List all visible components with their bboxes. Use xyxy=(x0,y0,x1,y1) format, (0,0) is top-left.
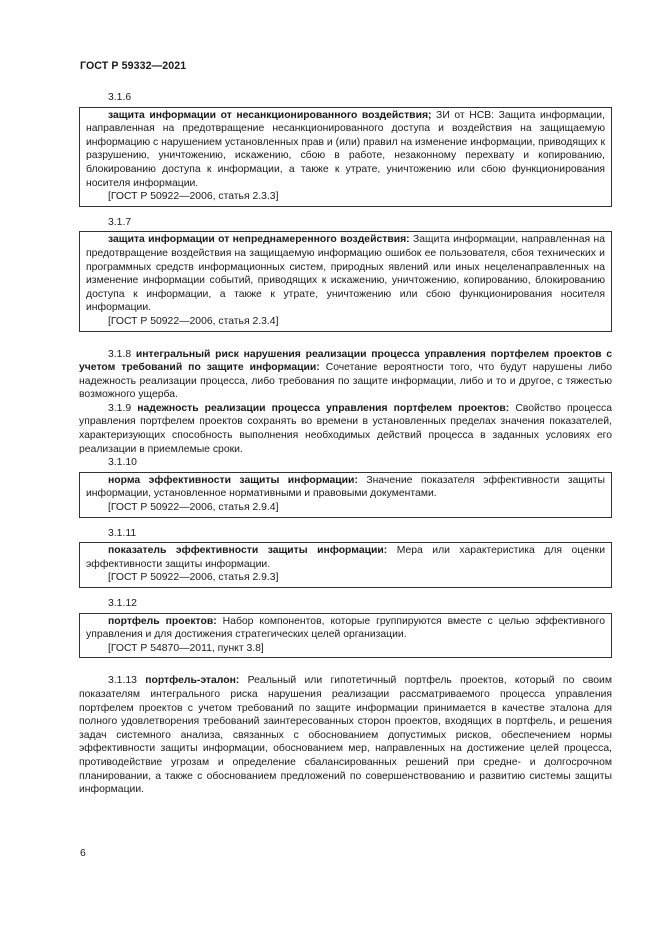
term-text: Защита информации, направленная на предотвращение воздействия на защищаемую информацию ошибок ее пользователя, сбоя технических и программных средств информационных систем, природных явлений или иных нецеленаправленных на изменение информации событий, приводящих к искажению, уничтожению, копированию, блокированию доступа к информации, а также к утрате, уничтожению или сбою функционирования носителя информации. xyxy=(86,234,605,314)
term-source: [ГОСТ Р 50922—2006, статья 2.9.4] xyxy=(108,502,279,514)
term-text: Свойство процесса управления портфелем проектов сохранять во времени в установленных пределах значения показателей, характеризующих способность выполнения необходимых действий процесса в заданных условиях его реализации в приемлемые сроки. xyxy=(79,402,612,455)
term-definition xyxy=(86,615,605,642)
term-name: надежность реализации процесса управления портфелем проектов: xyxy=(137,402,510,414)
term-text: Мера или характеристика для оценки эффективности защиты информации. xyxy=(86,545,605,570)
term-source: [ГОСТ Р 50922—2006, статья 2.9.3] xyxy=(108,572,279,584)
entry-number: 3.1.12 xyxy=(108,598,137,609)
term-text: Сочетание вероятности того, что будут нарушены либо надежность реализации процесса, либо требования по защите информации, либо и то и другое, с тяжестью возможного ущерба. xyxy=(79,362,612,401)
term-text: ЗИ от НСВ: Защита информации, направленная на предотвращение несанкционированного доступа и воздействия на защищаемую информацию с нарушением установленных прав и (или) правил на изменение информации, приводящих к разрушению, уничтожению, искажению, сбою в работе, незаконному перехвату и копированию, блокированию доступа к информации, а также к утрате, уничтожению или сбою функционирования носителя информации. xyxy=(86,109,605,189)
term-definition xyxy=(86,233,605,315)
term-box-3-1-10 xyxy=(79,472,612,518)
term-text: Значение показателя эффективности защиты информации, установленное нормативными и правовыми документами. xyxy=(86,474,605,500)
term-paragraph-3-1-8 xyxy=(79,348,612,402)
term-source: [ГОСТ Р 50922—2006, статья 2.3.3] xyxy=(108,191,279,203)
term-name: интегральный риск нарушения реализации процесса управления портфелем проектов с учетом требований по защите информации: xyxy=(79,348,612,374)
entry-number: 3.1.6 xyxy=(108,92,132,103)
term-paragraph-3-1-13 xyxy=(79,674,612,796)
term-definition xyxy=(86,474,605,501)
term-box-3-1-12 xyxy=(79,613,612,659)
page-number: 6 xyxy=(80,848,86,859)
term-text: Реальный или гипотетичный портфель проектов, который по своим показателям интегрального риска нарушения реализации рассматриваемого процесса управления портфелем проектов с учетом требований по защите информации принимается в качестве эталона для полного удовлетворения требований заинтересованных сторон проектов, входящих в портфель, и решения задач системного анализа, связанных с обоснованием допустимых рисков, обеспечением нормы эффективности защиты информации, обоснованием мер, направленных на достижение целей процесса, противодействие угрозам и определение сбалансированных решений при средне- и долгосрочном планировании, а также с обоснованием предложений по совершенствованию и развитию системы защиты информации. xyxy=(79,675,612,796)
term-name: защита информации от несанкционированного воздействия; xyxy=(108,109,432,121)
term-name: норма эффективности защиты информации: xyxy=(108,474,358,486)
entry-number: 3.1.10 xyxy=(108,457,137,469)
term-source: [ГОСТ Р 54870—2011, пункт 3.8] xyxy=(108,642,264,654)
term-box-3-1-7 xyxy=(79,231,612,331)
entry-number: 3.1.7 xyxy=(108,216,132,228)
term-name: портфель-эталон: xyxy=(145,675,240,687)
entry-number: 3.1.13 xyxy=(108,675,137,687)
term-name: защита информации от непреднамеренного воздействия: xyxy=(108,234,410,246)
entry-number: 3.1.9 xyxy=(108,402,132,414)
term-box-3-1-6 xyxy=(79,107,612,207)
term-definition xyxy=(86,109,605,191)
term-definition xyxy=(86,544,605,571)
term-paragraph-3-1-9 xyxy=(79,402,612,456)
term-name: показатель эффективности защиты информации: xyxy=(108,545,388,557)
document-id: ГОСТ Р 59332—2021 xyxy=(80,60,187,72)
term-name: портфель проектов: xyxy=(108,615,217,627)
term-text: Набор компонентов, которые группируются вместе с целью эффективного управления и для достижения стратегических целей организации. xyxy=(86,615,605,641)
term-source: [ГОСТ Р 50922—2006, статья 2.3.4] xyxy=(108,315,279,327)
term-box-3-1-11 xyxy=(79,542,612,588)
entry-number: 3.1.8 xyxy=(108,348,132,360)
entry-number: 3.1.11 xyxy=(108,527,137,539)
terms-section xyxy=(79,91,612,797)
